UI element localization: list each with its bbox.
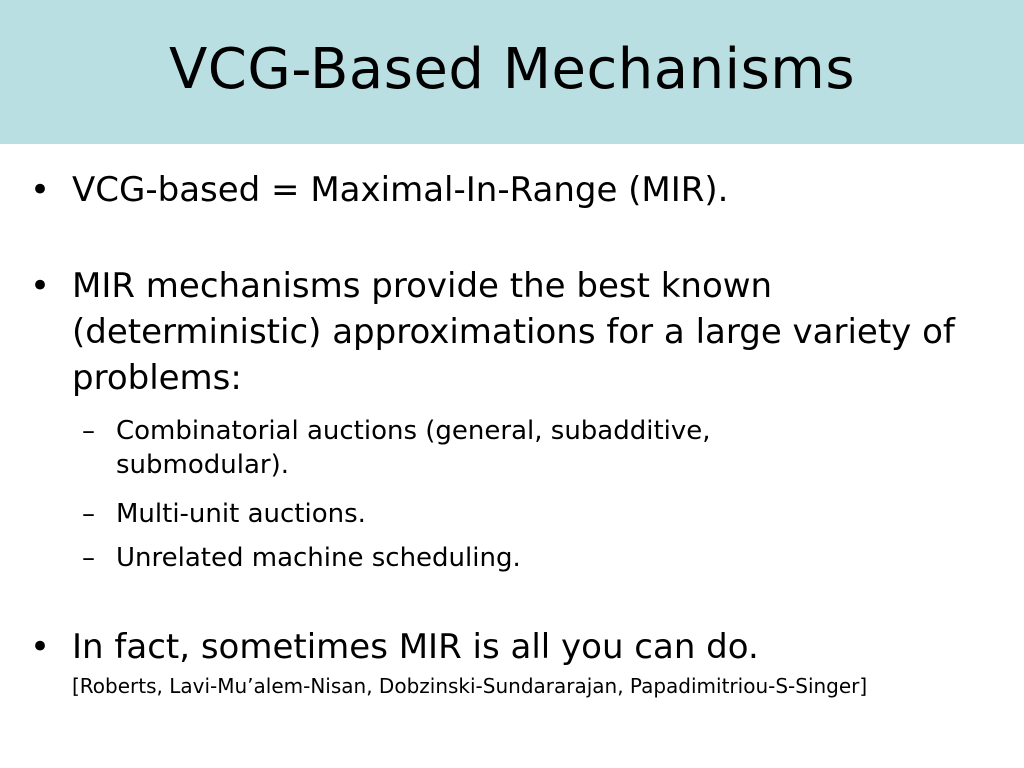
- subbullet-text: Unrelated machine scheduling.: [116, 543, 521, 573]
- subbullet-text: Combinatorial auctions (general, subadditive, submodular).: [116, 416, 711, 480]
- citation: [Roberts, Lavi-Mu’alem-Nisan, Dobzinski-Sundararajan, Papadimitriou-S-Singer]: [72, 674, 868, 698]
- bullet-item: [30, 167, 990, 213]
- subbullet-text: Multi-unit auctions.: [116, 499, 366, 529]
- bullet-item: [30, 263, 990, 401]
- subbullet-marker: –: [82, 499, 95, 529]
- subbullet-marker: –: [82, 543, 95, 573]
- slide-title: VCG-Based Mechanisms: [168, 37, 856, 102]
- subbullet-item: [82, 414, 962, 482]
- bullet-item: [30, 624, 990, 670]
- bullet-marker: •: [30, 627, 51, 667]
- subbullet-item: [82, 497, 962, 531]
- bullet-text: In fact, sometimes MIR is all you can do.: [72, 627, 759, 667]
- subbullet-marker: –: [82, 416, 95, 446]
- bullet-text: VCG-based = Maximal-In-Range (MIR).: [72, 170, 729, 210]
- bullet-text: MIR mechanisms provide the best known (deterministic) approximations for a large variety of problems:: [72, 266, 955, 398]
- bullet-marker: •: [30, 170, 51, 210]
- subbullet-item: [82, 541, 962, 575]
- bullet-marker: •: [30, 266, 51, 306]
